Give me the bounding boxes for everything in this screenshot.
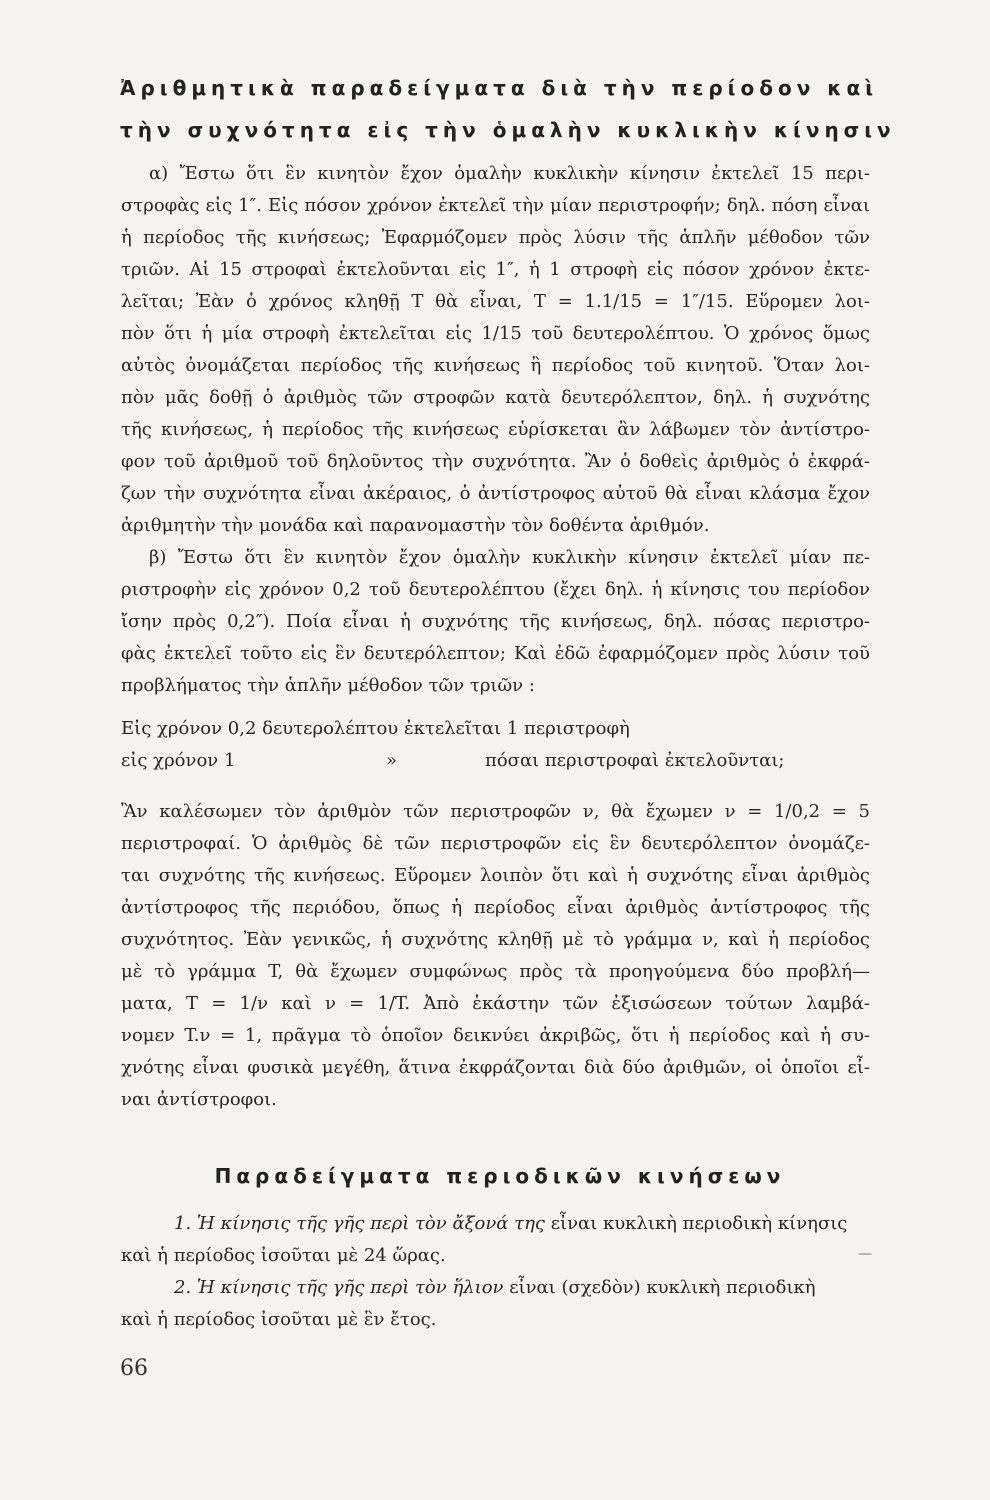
example-1-line-2: καὶ ἡ περίοδος ἰσοῦται μὲ 24 ὥρας.: [121, 1245, 446, 1266]
paragraph-c-line: μὲ τὸ γράμμα T, θὰ ἔχωμεν συμφώνως πρὸς τὰ προηγούμενα δύο προβλή—: [121, 961, 870, 982]
paragraph-a-line: α) Ἔστω ὅτι ἓν κινητὸν ἔχον ὁμαλὴν κυκλικὴν κίνησιν ἐκτελεῖ 15 περι-: [149, 163, 870, 184]
example-1-number: 1.: [174, 1213, 192, 1234]
paragraph-a-line: ἡ περίοδος τῆς κινήσεως; Ἐφαρμόζομεν πρὸς λύσιν τῆς ἁπλῆν μέθοδον τῶν: [121, 227, 870, 248]
paragraph-c-line: ναι ἀντίστροφοι.: [121, 1089, 277, 1110]
paragraph-c-line: ἀντίστροφος τῆς περιόδου, ὅπως ἡ περίοδος εἶναι ἀριθμὸς ἀντίστροφος τῆς: [121, 897, 870, 918]
paragraph-b-line: β) Ἔστω ὅτι ἓν κινητὸν ἔχον ὁμαλὴν κυκλικὴν κίνησιν ἐκτελεῖ μίαν πε-: [149, 547, 870, 568]
example-2-number: 2.: [174, 1277, 192, 1298]
rule-of-three-row-2-right: πόσαι περιστροφαὶ ἐκτελοῦνται;: [485, 750, 785, 771]
paragraph-a-line: πὸν μᾶς δοθῇ ὁ ἀριθμὸς τῶν στροφῶν κατὰ δευτερόλεπτον, δηλ. ἡ συχνότης: [121, 387, 870, 408]
paragraph-c-line: συχνότητος. Ἐὰν γενικῶς, ἡ συχνότης κληθῇ μὲ τὸ γράμμα ν, καὶ ἡ περίοδος: [121, 929, 870, 950]
ditto-mark: »: [386, 750, 398, 771]
examples-heading: Παραδείγματα περιοδικῶν κινήσεων: [214, 1164, 786, 1188]
paragraph-c-line: χνότης εἶναι φυσικὰ μεγέθη, ἅτινα ἐκφράζονται διὰ δύο ἀριθμῶν, οἱ ὁποῖοι εἶ-: [121, 1057, 870, 1078]
section-heading-line-2: τὴν συχνότητα εἰς τὴν ὁμαλὴν κυκλικὴν κίνησιν: [120, 118, 896, 142]
paragraph-b-line: προβλήματος τὴν ἁπλῆν μέθοδον τῶν τριῶν :: [121, 675, 535, 696]
paragraph-c-line: περιστροφαί. Ὁ ἀριθμὸς δὲ τῶν περιστροφῶν εἰς ἓν δευτερόλεπτον ὀνομάζε-: [121, 833, 870, 854]
paragraph-a-line: τῆς κινήσεως, ἡ περίοδος τῆς κινήσεως εὑρίσκεται ἂν λάβωμεν τὸν ἀντίστρο-: [121, 419, 870, 440]
example-2-text: εἶναι (σχεδὸν) κυκλικὴ περιοδικὴ: [503, 1277, 816, 1298]
section-heading-line-1: Ἀριθμητικὰ παραδείγματα διὰ τὴν περίοδον καὶ: [120, 76, 879, 100]
example-2-italic: Ἡ κίνησις τῆς γῆς περὶ τὸν ἥλιον: [196, 1277, 504, 1298]
example-2: [174, 1276, 870, 1300]
paragraph-a-line: ἀριθμητὴν τὴν μονάδα καὶ παρανομαστὴν τὸν δοθέντα ἀριθμόν.: [121, 515, 710, 536]
paragraph-b-line: φὰς ἐκτελεῖ τοῦτο εἰς ἓν δευτερόλεπτον; Καὶ ἐδῶ ἐφαρμόζομεν πρὸς λύσιν τοῦ: [121, 643, 870, 664]
example-1-text: εἶναι κυκλικὴ περιοδικὴ κίνησις: [545, 1213, 848, 1234]
paragraph-c-line: ται συχνότης τῆς κινήσεως. Εὕρομεν λοιπὸν ὅτι καὶ ἡ συχνότης εἶναι ἀριθμὸς: [121, 865, 870, 886]
paragraph-a-line: στροφὰς εἰς 1″. Εἰς πόσον χρόνον ἐκτελεῖ τὴν μίαν περιστροφήν; δηλ. πόση εἶναι: [121, 195, 870, 216]
paragraph-a-line: τριῶν. Αἱ 15 στροφαὶ ἐκτελοῦνται εἰς 1″, ἡ 1 στροφὴ εἰς πόσον χρόνον ἐκτε-: [121, 259, 870, 280]
paragraph-a-line: φον τοῦ ἀριθμοῦ τοῦ δηλοῦντος τὴν συχνότητα. Ἂν ὁ δοθεὶς ἀριθμὸς ὁ ἐκφρά-: [121, 451, 870, 472]
paragraph-c-line: ματα, T = 1/ν καὶ ν = 1/T. Ἀπὸ ἑκάστην τῶν ἐξισώσεων τούτων λαμβά-: [121, 993, 870, 1014]
example-1: [174, 1212, 870, 1236]
rule-of-three-row-2-left: εἰς χρόνον 1: [121, 750, 236, 771]
dash-mark: —: [858, 1246, 872, 1262]
paragraph-a-line: λεῖται; Ἐὰν ὁ χρόνος κληθῇ T θὰ εἶναι, T = 1.1/15 = 1″/15. Εὕρομεν λοι-: [121, 291, 870, 312]
paragraph-a-line: ζων τὴν συχνότητα εἶναι ἀκέραιος, ὁ ἀντίστροφος αὐτοῦ θὰ εἶναι κλάσμα ἔχον: [121, 483, 870, 504]
paragraph-c-line: νομεν T.ν = 1, πρᾶγμα τὸ ὁποῖον δεικνύει ἀκριβῶς, ὅτι ἡ περίοδος καὶ ἡ συ-: [121, 1025, 870, 1046]
paragraph-b-line: ριστροφὴν εἰς χρόνον 0,2 τοῦ δευτερολέπτου (ἔχει δηλ. ἡ κίνησις του περίοδον: [121, 579, 870, 600]
example-1-italic: Ἡ κίνησις τῆς γῆς περὶ τὸν ἄξονά της: [196, 1213, 545, 1234]
paragraph-c-line: Ἂν καλέσωμεν τὸν ἀριθμὸν τῶν περιστροφῶν ν, θὰ ἔχωμεν ν = 1/0,2 = 5: [121, 801, 870, 822]
page-number: 66: [120, 1356, 148, 1381]
paragraph-a-line: πὸν ὅτι ἡ μία στροφὴ ἐκτελεῖται εἰς 1/15 τοῦ δευτερολέπτου. Ὁ χρόνος ὅμως: [121, 323, 870, 344]
paragraph-b-line: ἴσην πρὸς 0,2″). Ποία εἶναι ἡ συχνότης τῆς κινήσεως, δηλ. πόσας περιστρο-: [121, 611, 870, 632]
rule-of-three-row-1: Εἰς χρόνον 0,2 δευτερολέπτου ἐκτελεῖται 1 περιστροφὴ: [121, 718, 630, 739]
example-2-line-2: καὶ ἡ περίοδος ἰσοῦται μὲ ἓν ἔτος.: [121, 1309, 437, 1330]
paragraph-a-line: αὐτὸς ὀνομάζεται περίοδος τῆς κινήσεως ἢ περίοδος τοῦ κινητοῦ. Ὅταν λοι-: [121, 355, 870, 376]
